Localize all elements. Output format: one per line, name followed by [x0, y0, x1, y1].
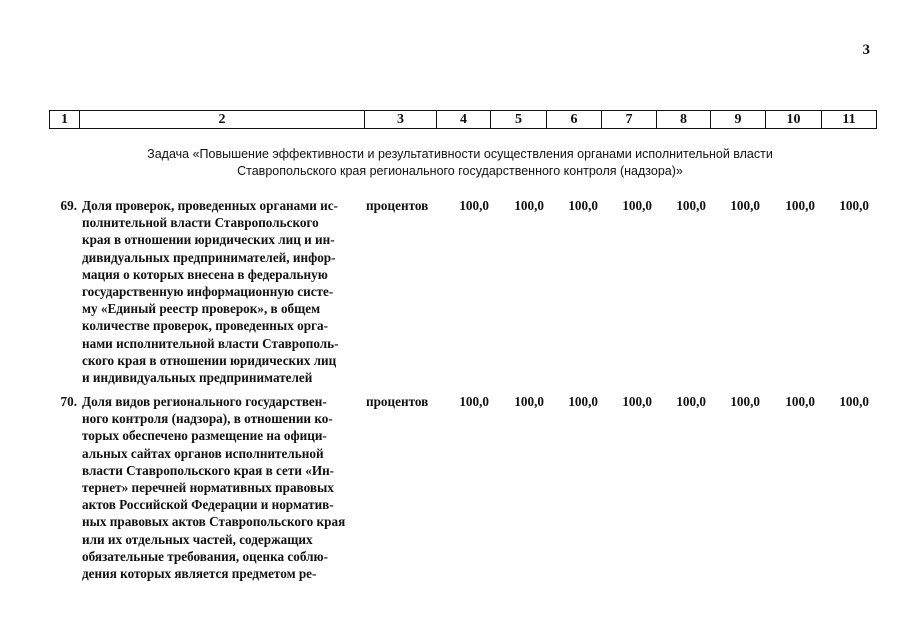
value-col-5: 100,0 [514, 198, 544, 213]
description-line: тернет» перечней нормативных правовых [82, 480, 334, 496]
column-header-1: 1 [50, 111, 80, 129]
value-col-7: 100,0 [622, 394, 652, 409]
column-header-row [50, 111, 877, 129]
row-number: 69. [60, 198, 77, 213]
column-header-7: 7 [602, 111, 657, 129]
page-number: 3 [862, 42, 870, 58]
description-line: дивидуальных предпринимателей, инфор- [82, 249, 336, 265]
description-line: Доля проверок, проведенных органами ис- [82, 198, 338, 213]
row-number: 70. [60, 394, 77, 409]
row-unit: процентов [366, 394, 429, 409]
row-unit: процентов [366, 198, 429, 213]
column-header-4: 4 [437, 111, 491, 129]
value-col-8: 100,0 [676, 198, 706, 213]
description-line: государственную информационную систе- [82, 284, 334, 300]
value-col-11: 100,0 [839, 198, 869, 213]
value-col-9: 100,0 [730, 198, 760, 213]
value-col-4: 100,0 [459, 394, 489, 409]
description-line: альных сайтах органов исполнительной [82, 445, 324, 461]
description-line: края в отношении юридических лиц и ин- [82, 232, 335, 248]
column-header-9: 9 [711, 111, 766, 129]
row-description [82, 197, 364, 386]
description-line: обязательные требования, оценка соблю- [82, 548, 328, 564]
description-line: мация о которых внесена в федеральную [82, 266, 328, 282]
description-line: и индивидуальных предпринимателей [82, 370, 313, 386]
column-header-8: 8 [657, 111, 711, 129]
column-header-table [49, 110, 877, 129]
value-col-9: 100,0 [730, 394, 760, 409]
value-col-6: 100,0 [568, 394, 598, 409]
description-line: ных правовых актов Ставропольского края [82, 514, 346, 530]
value-col-5: 100,0 [514, 394, 544, 409]
description-line: дения которых является предметом ре- [82, 566, 317, 582]
description-line: ского края в отношении юридических лиц [82, 352, 337, 368]
value-col-6: 100,0 [568, 198, 598, 213]
column-header-6: 6 [547, 111, 602, 129]
description-line: количестве проверок, проведенных орга- [82, 318, 328, 334]
description-line: торых обеспечено размещение на офици- [82, 428, 327, 444]
task-heading-line: Задача «Повышение эффективности и результативности осуществления органами исполнительной власти [147, 147, 773, 161]
value-col-4: 100,0 [459, 198, 489, 213]
description-line: му «Единый реестр проверок», в общем [82, 301, 321, 317]
description-line: или их отдельных частей, содержащих [82, 531, 313, 547]
column-header-10: 10 [766, 111, 822, 129]
value-col-10: 100,0 [785, 198, 815, 213]
task-heading-line: Ставропольского края регионального государственного контроля (надзора)» [237, 164, 683, 178]
value-col-10: 100,0 [785, 394, 815, 409]
description-line: полнительной власти Ставропольского [82, 215, 319, 231]
description-line: ного контроля (надзора), в отношении ко- [82, 411, 333, 427]
column-header-2: 2 [80, 111, 365, 129]
description-line: власти Ставропольского края в сети «Ин- [82, 462, 335, 478]
value-col-7: 100,0 [622, 198, 652, 213]
row-description [82, 393, 364, 582]
description-line: актов Российской Федерации и норматив- [82, 497, 334, 513]
column-header-5: 5 [491, 111, 547, 129]
description-line: Доля видов регионального государствен- [82, 394, 327, 409]
column-header-11: 11 [822, 111, 877, 129]
value-col-8: 100,0 [676, 394, 706, 409]
description-line: нами исполнительной власти Ставрополь- [82, 335, 339, 351]
value-col-11: 100,0 [839, 394, 869, 409]
column-header-3: 3 [365, 111, 437, 129]
task-heading [60, 146, 860, 180]
